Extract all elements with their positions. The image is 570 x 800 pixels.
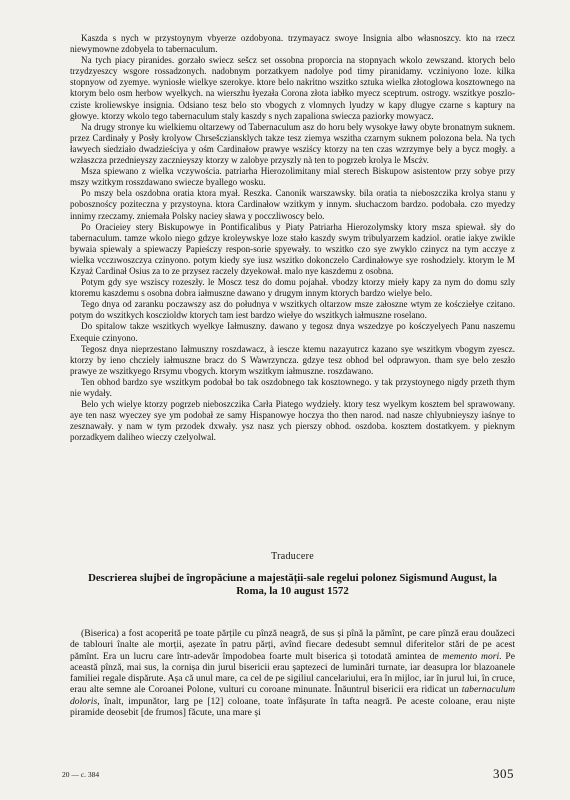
text-run: , înalt, impunător, larg pe [12] coloane, toate înfășurate în tafta neagră. Pe aceste coloane, erau niște piramide deosebit [de frumos] făcute, una mare și — [70, 695, 515, 719]
paragraph: Belo ych wielye ktorzy pogrzeb nieboszczika Carła Piatego wydzieły. ktory tesz wyelkym kosztem bel sprawowany. aye ten nasz wyeczey sye ym podobał ze samy Hispanowye hoczya tho then narod. nad nasze chlyubnieyszy iaśnye to zesznawały. y nam w tym przodek dxwały. ysz nasz ych pierszy obhod. oszdoba. kosztem dostatkyem. y pieknym porzadkyem daliheo wieczy czelyolwal. — [70, 399, 515, 443]
paragraph: Po mszy bela oszdobna oratia ktora myał. Reszka. Canonik warszawsky. bila oratia ta nieboszczika krolya stanu y pobosznoścy poziteczna y przystoyna. ktora Cardinałow wzitkym y innym. słuchaczom bardzo. podobała. czo myedzy innimy rzeczamy. zniemała Polsky naciey sława y pocczliwoscy belo. — [70, 188, 515, 221]
text-run: . Pe această pînză, mai sus, la cornișa din jurul bisericii erau șaptezeci de luminări turnate, iar deasupra lor blazoanele familiei regale dispărute. Așa că unul mare, ca cel de pe sigiliul cancelariului, era în mijloc, iar în jurul lui, în cruce, erau alte semne ale Coroanei Polone, vulturi cu coroane minunate. Înăuntrul bisericii era ridicat un — [70, 650, 515, 696]
page-number: 305 — [493, 766, 514, 781]
translation-paragraph — [70, 628, 515, 718]
paragraph: Msza spiewano z wielka vczywościa. patriarha Hierozolimitany mial sterech Biskupow asistentow przy sobye przy mszy wzitkym rosszdawano swiecze byallego wosku. — [70, 166, 515, 188]
paragraph: Na tych piacy piranides. gorzało swiecz sešcz set ossobna proporcia na stopnyach wkolo zewszand. ktorych belo trzydzyeszcy wsgore rossadzonych. nadobnym porzatkyem nadolye pod timy piranidamy. vcziniyono loze. kilka stopnyow od zyemye. wyniosłe wielkye szerokye. ktore belo nakritno wszitko sztuka wielka złotoglowa kosztownego na ktorym belo osm herbow wyelkych. na wierszhu łyezała Corona złota iabłko myecz sceptrum. ostrogy. wszitkye poszlo-cziste kroliewskye insignia. Odsiano tesz belo sto vbogych z vlomnych lyudzy w kapy dlugye czarne s kaptury na głowye. ktorzy wkolo tego tabernaculum staly kaszdy s nych zapaliona swiecza paziorky mowyacz. — [70, 55, 515, 121]
paragraph: Tego dnya od zaranku poczawszy asz do połudnya v wszitkych oltarzow msze załoszne wtym ze koścziełye czitano. potym do wszitkych kosczioldw ktorych tam iest bardzo wiełye do wszitkych iałmuszne roselano. — [70, 299, 515, 321]
paragraph: Do spitalow takze wszitkych wyelkye Iałmuszny. dawano y tegosz dnya wszedzye po kośczyelyech Panu naszemu Exequie czinyono. — [70, 321, 515, 343]
text-run: (Biserica) a fost acoperită pe toate părțile cu pînză neagră, de sus și pînă la pămînt, pe care pînză erau douăzeci de tablouri înalte ale morții, așezate în patru părți, avînd fiecare dedesubt semnul diferitelor stări de pe acest pămînt. Era un lucru care într-adevăr împodobea foarte mult biserica și totodată amintea de — [70, 628, 515, 662]
paragraph: Kaszda s nych w przystoynym vbyerze ozdobyona. trzymayacz swoye Insignia albo własnoszcy. kto na rzecz niewymowne zdobyela to tabernaculum. — [70, 33, 515, 55]
paragraph: Na drugy stronye ku wielkiemu oltarzewy od Tabernaculum asz do horu bely wysokye ławy obyte bronatnym suknem. przez Cardinały y Posły krolyow Chrsešcziansklych takze tesz ziemya wszitha czarnym suknem polozona bela. Na tych ławyech siedziało dwadzieściya y ośm Cardinałow prawye wsziścy ktorzy na ten czas wzrzymye bely a bycz mogły. a wzłaszcza przednieyszy zacznieyszy ktorzy w zalobye przyszly nà ten to pogrzeb krolya le Mscżv. — [70, 121, 515, 166]
paragraph: Tegosz dnya nieprzestano Iałmuszny roszdawacz, à iescze ktemu nazayutrcz kazano sye wszitkym vbogym zyescz. ktorzy by ieno chcziely iałmuszne bracz do S Wawrzyncza. gdzye tesz obhod bel odprawyon. tham sye belo zeszło prawye ze wszitkyego Rrsymu vbogych. ktorym wszitkym iałmuszne. roszdawano. — [70, 343, 515, 376]
paragraph: Ten obhod bardzo sye wszitkym podobał bo tak oszdobnego tak kosztownego. y tak przystoynego nigdy przeth thym nie wydały. — [70, 376, 515, 398]
printer-signature: 20 — c. 384 — [62, 770, 100, 779]
section-heading: Traducere — [271, 551, 314, 562]
paragraph: Po Oracieiey stery Biskupowye in Pontificalibus y Piaty Patriarha Hierozolymsky ktory msza spiewał. sły do tabernaculum. tamze wkolo niego gdzye kroleywskye loze stało kaszdy swym tribulyarzem kadziol. oratie iakye zwikle bywaia spiewaly a spiewaczy Papieśczy respon-sorie spyewały. to wszitko czo sye zwyklo czinycz na tym acczye z wielka vcczıwoszczya czinyono. potym kiedy sye iusz wszitko dokonczelo Cardinałowye sye roshodziely. ktorym le M Kzyaż Cardinał Osius za to ze przysez raczely dzyekował. malo nye kaszdemu z osobna. — [70, 221, 515, 276]
original-polish-text — [70, 33, 515, 443]
paragraph: Potym gdy sye wsziscy rozeszły. le Moscz tesz do domu pojahał. vbodzy ktorzy mieły kapy za nym do domu szly ktoremu kaszdemu s osobna dobra iałmuszne dawano y drugym innym ktorych bardzo wielye belo. — [70, 277, 515, 299]
section-title: Descrierea slujbei de îngropăciune a majestății-sale regelui polonez Sigismund August, la Roma, la 10 august 1572 — [88, 572, 497, 597]
translation-text — [70, 628, 515, 718]
italic-phrase: memento mori — [442, 650, 500, 662]
italic-phrase: tabernaculum doloris — [70, 684, 515, 707]
